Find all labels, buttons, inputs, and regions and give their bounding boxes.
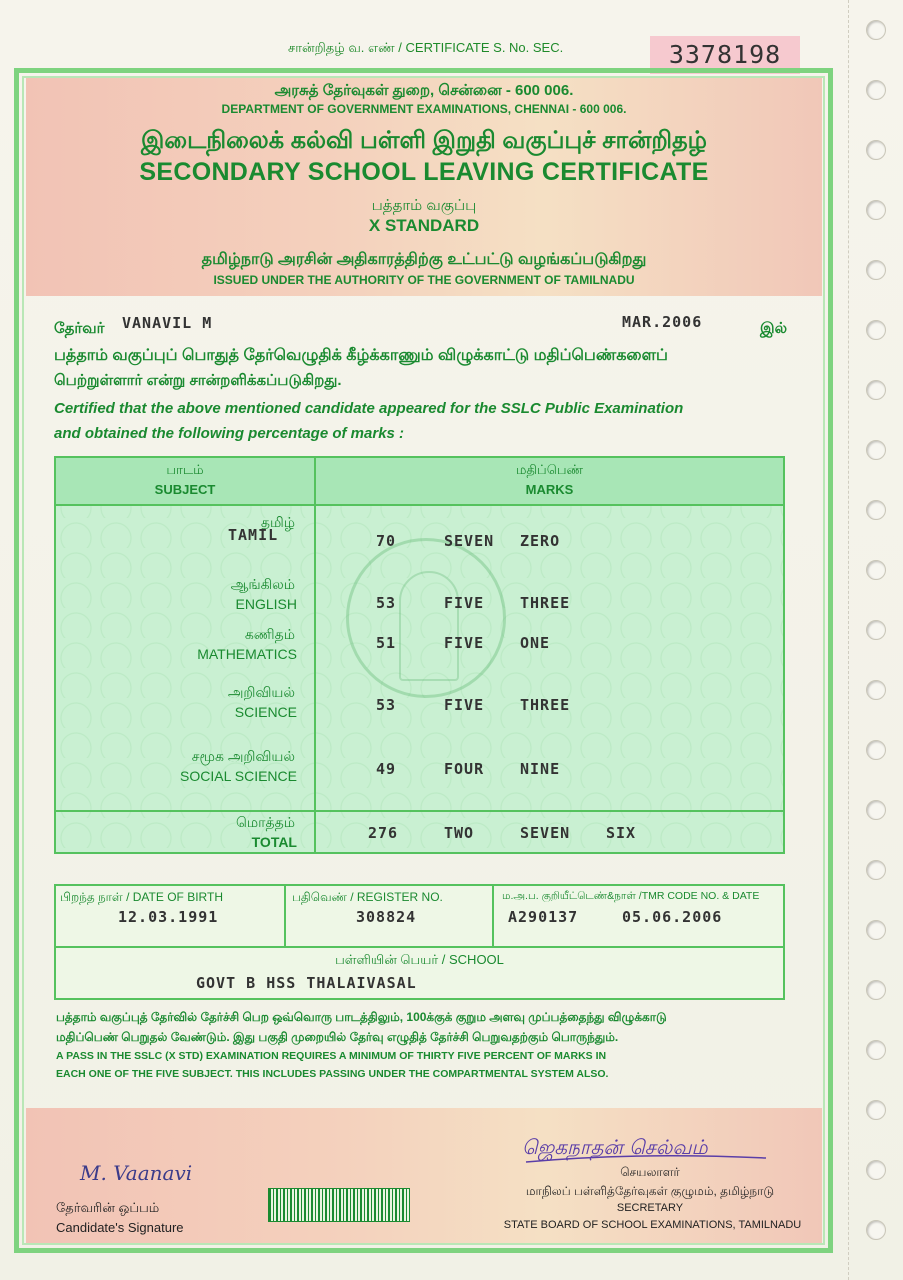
standard-ta: பத்தாம் வகுப்பு [371, 197, 477, 214]
dob-value: 12.03.1991 [118, 908, 219, 926]
pass-note-ta-1: பத்தாம் வகுப்புத் தேர்வில் தேர்ச்சி பெற ஒவ்வொரு பாடத்திலும், 100க்குக் குறும அளவு முப்பத்தைந்து விழுக்காடு [56, 1010, 667, 1024]
subject-marks: 53 [376, 696, 397, 714]
subject-ta: தமிழ் [260, 514, 295, 530]
marks-word-2: THREE [520, 696, 571, 714]
info-divider [56, 946, 783, 948]
standard-en: X STANDARD [368, 216, 480, 235]
tractor-hole [866, 680, 886, 700]
tractor-hole [866, 140, 886, 160]
info-divider [492, 886, 494, 946]
subject-header-en: SUBJECT [154, 482, 216, 497]
candidate-signature [78, 1152, 218, 1192]
candidate-label: தேர்வர் [54, 320, 105, 337]
register-label: பதிவெண் / REGISTER NO. [292, 890, 443, 904]
dob-label: பிறந்த நாள் / DATE OF BIRTH [60, 890, 223, 904]
barcode [268, 1188, 410, 1222]
marks-word-2: ONE [520, 634, 551, 652]
page-title: SECONDARY SCHOOL LEAVING CERTIFICATE [139, 158, 709, 186]
candidate-name: VANAVIL M [122, 314, 213, 332]
serial-number: 3378198 [650, 36, 800, 74]
tractor-feed-holes [862, 10, 892, 1270]
board-name-ta: மாநிலப் பள்ளித்தேர்வுகள் குழுமம், தமிழ்நாடு [525, 1184, 775, 1198]
tractor-hole [866, 1160, 886, 1180]
serial-label: சான்றிதழ் வ. எண் / CERTIFICATE S. No. SEC. [288, 40, 564, 55]
school-name: GOVT B HSS THALAIVASAL [196, 974, 417, 992]
school-label: பள்ளியின் பெயர் / SCHOOL [335, 952, 504, 967]
certification-ta-2: பெற்றுள்ளார் என்று சான்றளிக்கப்படுகிறது. [54, 372, 342, 389]
perforation-line [848, 0, 849, 1280]
secretary-title-en: SECRETARY [616, 1202, 684, 1214]
tractor-hole [866, 620, 886, 640]
subject-en: MATHEMATICS [197, 646, 297, 662]
candidate-signature-text: M. Vaanavi [80, 1161, 193, 1185]
total-separator [56, 810, 783, 812]
marks-table [54, 456, 785, 854]
pass-note-ta-2: மதிப்பெண் பெறுதல் வேண்டும். இது பகுதி முறையில் தேர்வு எழுதித் தேர்ச்சி பெறுவதற்கும் பொருந்தும். [56, 1030, 619, 1044]
board-name-en: STATE BOARD OF SCHOOL EXAMINATIONS, TAMILNADU [503, 1219, 802, 1231]
tractor-hole [866, 320, 886, 340]
department-ta: அரசுத் தேர்வுகள் துறை, சென்னை - 600 006. [274, 82, 574, 99]
marks-word-2: THREE [520, 594, 571, 612]
tractor-hole [866, 560, 886, 580]
table-row [56, 514, 783, 574]
table-row [56, 626, 783, 686]
subject-marks: 49 [376, 760, 397, 778]
register-value: 308824 [356, 908, 417, 926]
subject-ta: சமூக அறிவியல் [191, 748, 295, 764]
tractor-hole [866, 920, 886, 940]
exam-date: MAR.2006 [622, 313, 703, 331]
certification-en-2: and obtained the following percentage of marks : [54, 425, 405, 442]
total-label-ta: மொத்தம் [236, 814, 295, 830]
issued-ta: தமிழ்நாடு அரசின் அதிகாரத்திற்கு உட்பட்டு வழங்கப்படுகிறது [201, 251, 647, 268]
subject-en: SCIENCE [234, 704, 297, 720]
total-word-2: SEVEN [520, 824, 571, 842]
total-word-3: SIX [606, 824, 637, 842]
tractor-hole [866, 800, 886, 820]
subject-marks: 70 [376, 532, 397, 550]
marks-word-2: ZERO [520, 532, 561, 550]
title-ta: இடைநிலைக் கல்வி பள்ளி இறுதி வகுப்புச் சான்றிதழ் [141, 127, 707, 154]
pass-note-en-1: A PASS IN THE SSLC (X STD) EXAMINATION REQUIRES A MINIMUM OF THIRTY FIVE PERCENT OF MARKS IN [56, 1050, 607, 1062]
subject-ta: ஆங்கிலம் [230, 576, 295, 592]
tmr-code: A290137 [508, 908, 579, 926]
tractor-hole [866, 1220, 886, 1240]
exam-date-suffix: இல் [760, 320, 788, 337]
marks-word-1: FIVE [444, 634, 485, 652]
marks-header-en: MARKS [525, 482, 574, 497]
tmr-date: 05.06.2006 [622, 908, 723, 926]
tractor-hole [866, 740, 886, 760]
marks-header-ta: மதிப்பெண் [515, 462, 584, 477]
issued-en: ISSUED UNDER THE AUTHORITY OF THE GOVERNMENT OF TAMILNADU [213, 273, 635, 287]
table-row [56, 684, 783, 744]
subject-marks: 51 [376, 634, 397, 652]
tractor-hole [866, 80, 886, 100]
marks-word-1: SEVEN [444, 532, 495, 550]
subject-en: SOCIAL SCIENCE [180, 768, 297, 784]
subject-ta: கணிதம் [244, 626, 295, 642]
certification-ta-1: பத்தாம் வகுப்புப் பொதுத் தேர்வெழுதிக் கீழ்க்காணும் விழுக்காட்டு மதிப்பெண்களைப் [54, 347, 668, 364]
tractor-hole [866, 860, 886, 880]
marks-word-1: FIVE [444, 696, 485, 714]
candidate-info-box [54, 884, 785, 1000]
marks-word-1: FIVE [444, 594, 485, 612]
table-row [56, 748, 783, 808]
tractor-hole [866, 380, 886, 400]
subject-ta: அறிவியல் [227, 684, 295, 700]
subject-marks: 53 [376, 594, 397, 612]
total-marks: 276 [368, 824, 399, 842]
tractor-hole [866, 980, 886, 1000]
pass-note-en-2: EACH ONE OF THE FIVE SUBJECT. THIS INCLUDES PASSING UNDER THE COMPARTMENTAL SYSTEM ALSO. [56, 1068, 609, 1080]
info-divider [284, 886, 286, 946]
tractor-hole [866, 440, 886, 460]
candidate-signature-label-ta: தேர்வரின் ஒப்பம் [56, 1200, 160, 1215]
tmr-label: ம.அ.ப. குறியீட்டெண்&நாள் /TMR CODE NO. & DATE [502, 890, 760, 902]
tractor-hole [866, 1040, 886, 1060]
tractor-hole [866, 200, 886, 220]
secretary-title-ta: செயலாளர் [620, 1165, 680, 1179]
tractor-hole [866, 260, 886, 280]
marks-word-2: NINE [520, 760, 561, 778]
subject-header-ta: பாடம் [166, 462, 204, 477]
marks-table-header [56, 458, 783, 506]
typed-subject: TAMIL [228, 526, 279, 544]
secretary-signature-text: ஜெகநாதன் செல்வம் [522, 1135, 708, 1159]
tractor-hole [866, 1100, 886, 1120]
total-row [56, 814, 783, 874]
candidate-signature-label-en: Candidate's Signature [56, 1220, 184, 1235]
tractor-hole [866, 500, 886, 520]
department-en: DEPARTMENT OF GOVERNMENT EXAMINATIONS, CHENNAI - 600 006. [221, 102, 627, 116]
subject-en: ENGLISH [235, 596, 297, 612]
total-label-en: TOTAL [251, 834, 297, 850]
certification-en-1: Certified that the above mentioned candidate appeared for the SSLC Public Examination [54, 400, 684, 417]
tractor-hole [866, 20, 886, 40]
total-word-1: TWO [444, 824, 475, 842]
marks-word-1: FOUR [444, 760, 485, 778]
